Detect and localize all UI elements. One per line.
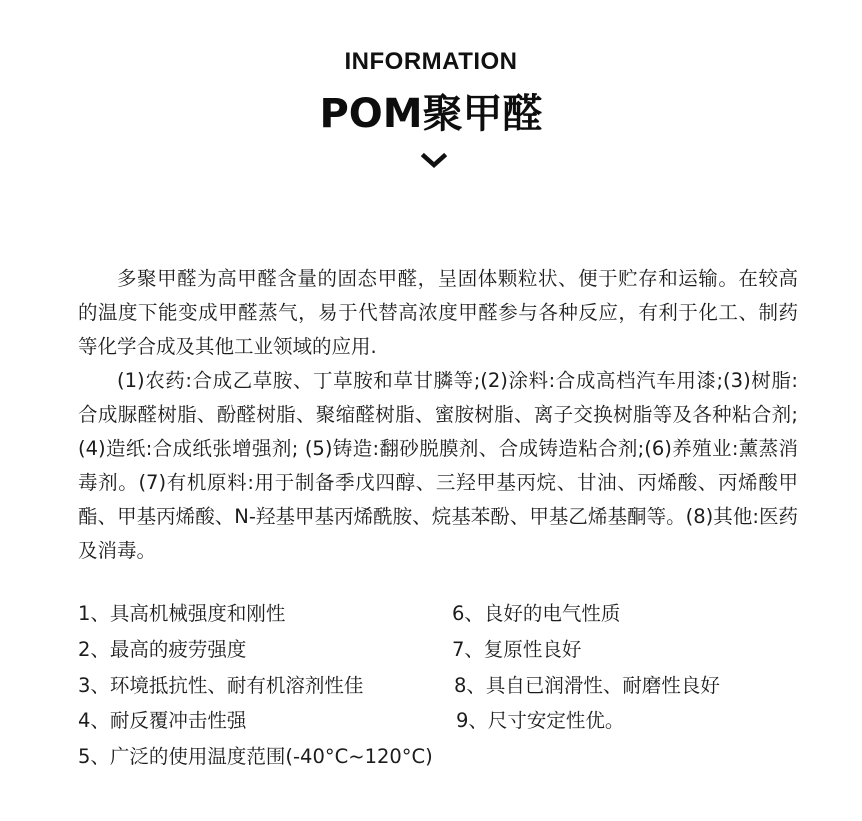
feature-item: 4、耐反覆冲击性强 <box>78 709 247 732</box>
chevron-down-icon <box>421 152 447 170</box>
description-block <box>78 262 798 568</box>
feature-item: 6、良好的电气性质 <box>452 602 621 625</box>
page-title: POM聚甲醛 <box>319 91 543 137</box>
feature-item: 7、复原性良好 <box>452 638 582 661</box>
feature-item: 8、具自已润滑性、耐磨性良好 <box>454 674 720 697</box>
feature-item: 3、环境抵抗性、耐有机溶剂性佳 <box>78 674 364 697</box>
feature-item: 1、具高机械强度和刚性 <box>78 602 286 625</box>
feature-item: 5、广泛的使用温度范围(-40°C~120°C) <box>78 745 433 768</box>
feature-item: 9、尺寸安定性优。 <box>456 709 625 732</box>
feature-item: 2、最高的疲劳强度 <box>78 638 247 661</box>
intro-paragraph: 多聚甲醛为高甲醛含量的固态甲醛，呈固体颗粒状、便于贮存和运输。在较高的温度下能变成甲醛蒸气，易于代替高浓度甲醛参与各种反应，有利于化工、制药等化学合成及其他工业领域的应用. <box>78 267 798 358</box>
applications-paragraph: (1)农药:合成乙草胺、丁草胺和草甘膦等;(2)涂料:合成高档汽车用漆;(3)树脂:合成脲醛树脂、酚醛树脂、聚缩醛树脂、蜜胺树脂、离子交换树脂等及各种粘合剂;(4)造纸:合成纸张增强剂; (5)铸造:翻砂脱膜剂、合成铸造粘合剂;(6)养殖业:薰蒸消毒剂。(7)有机原料:用于制备季戊四醇、三羟甲基丙烷、甘油、丙烯酸、丙烯酸甲酯、甲基丙烯酸、N-羟基甲基丙烯酰胺、烷基苯酚、甲基乙烯基酮等。(8)其他:医药及消毒。 <box>78 369 798 562</box>
section-eyebrow: INFORMATION <box>344 48 518 75</box>
